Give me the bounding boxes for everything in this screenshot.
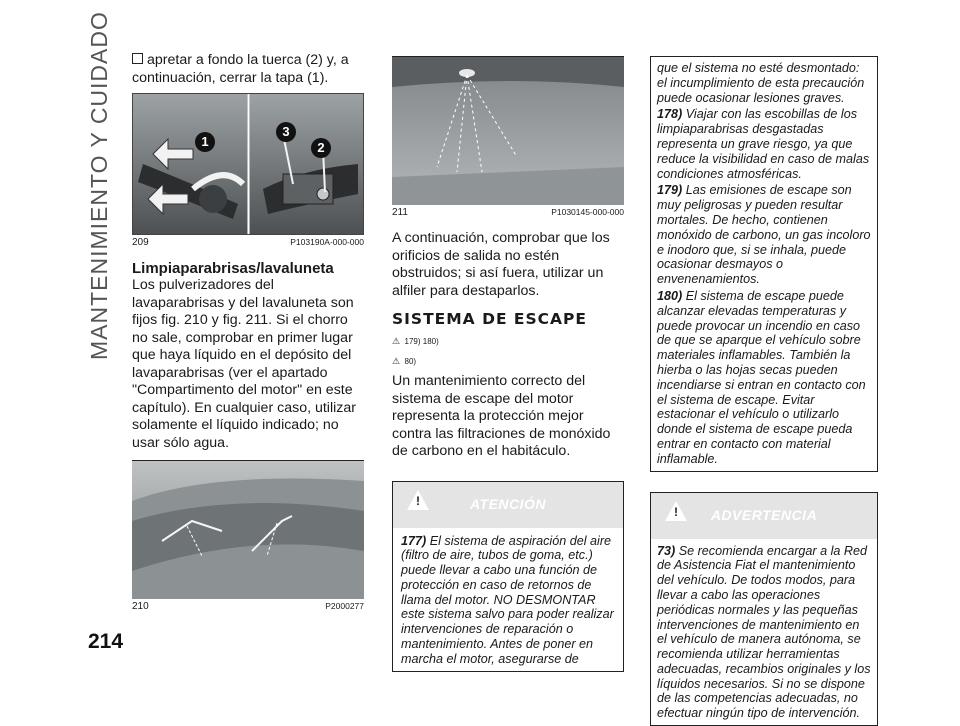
warning-icon: ⚠ — [392, 356, 401, 366]
note-text: Viajar con las escobillas de los limpiaparabrisas desgastadas representa un grave riesgo, ya que reduce la visibilidad en caso de malas condiciones atmosféricas. — [657, 107, 870, 181]
callout-2: 2 — [311, 138, 331, 158]
note-178 — [657, 107, 871, 181]
figure-code: P1030145-000-000 — [551, 207, 624, 217]
note-text: Se recomienda encargar a la Red de Asistencia Fiat el mantenimiento del vehículo. De todos modos, para llevar a cabo las operaciones periódicas normales y las pequeñas intervenciones de mantenimiento en el vehículo de manera autónoma, se recomienda utilizar herramientas adecuadas, recambios originales y los líquidos necesarios. Si no se dispone de las competencias adecuadas, no efectuar ningún tipo de intervención. — [657, 543, 871, 721]
figure-code: P2000277 — [325, 601, 364, 611]
note-177-continuation: que el sistema no esté desmontado: el incumplimiento de esta precaución puede ocasionar lesiones graves. — [657, 61, 865, 105]
figure-210-illustration — [132, 461, 364, 599]
warning-icon: ⚠ — [392, 336, 401, 346]
advertencia-header — [651, 493, 877, 539]
step-icon — [132, 53, 143, 64]
note-text: Las emisiones de escape son muy peligrosas y pueden resultar mortales. De hecho, contienen monóxido de carbono, un gas incoloro e inodoro que, si se inhala, puede ocasionar desmayos o envenenamientos. — [657, 183, 871, 287]
note-number: 73) — [657, 543, 676, 558]
nozzles-paragraph: A continuación, comprobar que los orificios de salida no estén obstruidos; si así fuera, utilizar un alfiler para destaparlos. — [392, 230, 610, 299]
callout-3: 3 — [276, 122, 296, 142]
heading-exhaust: SISTEMA DE ESCAPE — [392, 310, 587, 328]
refs-text: 80) — [404, 357, 417, 366]
note-text: El sistema de aspiración del aire (filtro de aire, tubos de goma, etc.) puede llevar a cabo una función de protección en caso de retornos de llama del motor. NO DESMONTAR este sistema salvo para poder realizar intervenciones de reparación o mantenimiento. Antes de poner en marcha el motor, asegurarse de — [401, 533, 614, 666]
note-180 — [657, 289, 871, 467]
note-179 — [657, 183, 871, 287]
note-number: 179) — [657, 183, 683, 198]
intro-text: apretar a fondo la tuerca (2) y, a continuación, cerrar la tapa (1). — [132, 52, 349, 86]
figure-209-caption — [132, 237, 364, 248]
note-number: 178) — [657, 107, 683, 122]
note-177 — [393, 528, 623, 671]
note-refs-1 — [392, 331, 624, 349]
refs-text: 179) 180) — [404, 337, 439, 346]
intro-paragraph — [132, 52, 364, 87]
figure-211-caption — [392, 207, 624, 218]
figure-209-illustration — [133, 94, 364, 234]
note-number: 180) — [657, 288, 683, 303]
column-2 — [392, 56, 624, 672]
wipers-paragraph: Los pulverizadores del lavaparabrisas y del lavaluneta son fijos fig. 210 y fig. 211. Si el chorro no sale, comprobar en primer lugar que haya líquido en el depósito del lavaparabrisas (ver el apartado "Compartimento del motor" en este capítulo). En cualquier caso, utilizar solamente el líquido indicado; no usar sólo agua. — [132, 277, 356, 451]
atencion-header — [393, 482, 623, 528]
exhaust-paragraph: Un mantenimiento correcto del sistema de escape del motor representa la protección mejor contra las filtraciones de monóxido de carbono en el habitáculo. — [392, 373, 611, 459]
note-number: 177) — [401, 533, 427, 548]
figure-209 — [132, 93, 364, 235]
subheading-wipers: Limpiaparabrisas/lavaluneta — [132, 260, 334, 277]
note-refs-2 — [392, 351, 624, 369]
column-3 — [650, 56, 878, 726]
advertencia-box — [650, 492, 878, 726]
section-title-text: MANTENIMIENTO Y CUIDADO — [86, 11, 112, 360]
section-title — [86, 11, 116, 360]
warning-continuation-box — [650, 56, 878, 472]
figure-number: 210 — [132, 601, 149, 612]
figure-code: P103190A-000-000 — [290, 237, 364, 247]
note-text: El sistema de escape puede alcanzar elevadas temperaturas y puede provocar un incendio en caso de que se aparque el vehículo sobre materiales inflamables. También la hierba o las hojas secas pueden incendiarse si entran en contacto con el sistema de escape. Evitar estacionar el vehículo o utilizarlo donde el sistema de escape pueda entrar en contacto con material inflamable. — [657, 288, 866, 466]
figure-211-illustration — [392, 57, 624, 205]
atencion-box — [392, 481, 624, 672]
callout-1: 1 — [195, 132, 215, 152]
column-1 — [132, 52, 364, 612]
figure-number: 211 — [392, 207, 408, 218]
figure-number: 209 — [132, 237, 149, 248]
page-number: 214 — [88, 630, 124, 653]
note-73 — [651, 539, 877, 726]
advertencia-title: ADVERTENCIA — [710, 506, 818, 523]
figure-210 — [132, 461, 364, 599]
atencion-title: ATENCIÓN — [469, 495, 547, 512]
figure-210-caption — [132, 601, 364, 612]
figure-211 — [392, 57, 624, 205]
